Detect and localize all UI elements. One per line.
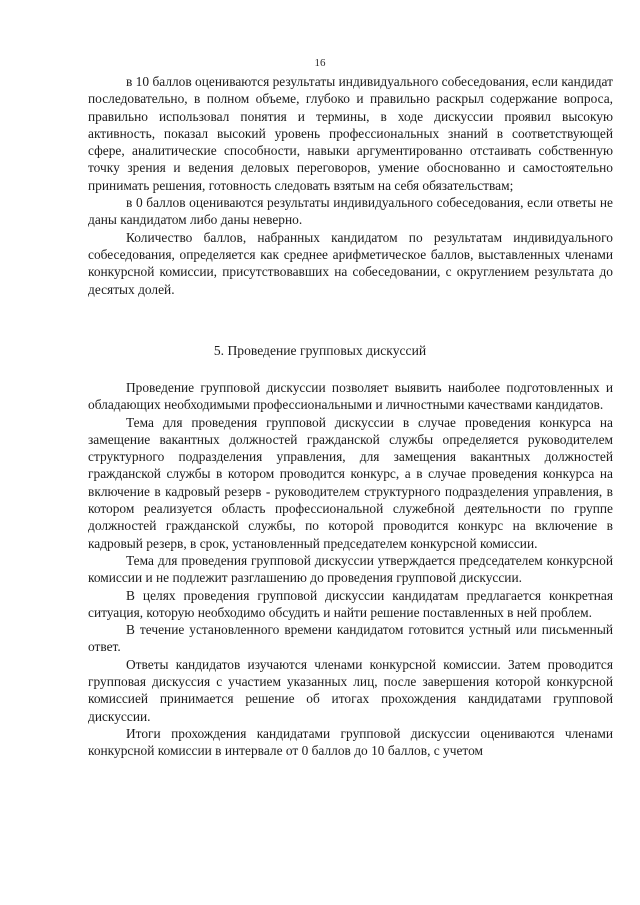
paragraph-answers-review: Ответы кандидатов изучаются членами конкурсной комиссии. Затем проводится групповая дискуссия с участием указанных лиц, после завершения которой конкурсной комиссией принимается решение об итогах прохождения кандидатами групповой дискуссии. [88,656,613,724]
page-number: 16 [314,57,326,69]
paragraph-results-evaluation: Итоги прохождения кандидатами групповой дискуссии оцениваются членами конкурсной комиссии в интервале от 0 баллов до 10 баллов, с учетом [88,725,613,759]
group-discussion-text [88,379,613,760]
paragraph-answer-preparation: В течение установленного времени кандидатом готовится устный или письменный ответ. [88,622,613,655]
paragraph-topic-approval: Тема для проведения групповой дискуссии утверждается председателем конкурсной комиссии и не подлежит разглашению до проведения групповой дискуссии. [88,552,613,586]
interview-scoring-text [88,73,613,298]
paragraph-discussion-purpose: Проведение групповой дискуссии позволяет выявить наиболее подготовленных и обладающих необходимыми профессиональными и личностными качествами кандидатов. [88,380,613,413]
paragraph-ten-points: в 10 баллов оцениваются результаты индивидуального собеседования, если кандидат последовательно, в полном объеме, глубоко и правильно раскрыл содержание вопроса, правильно использовал понятия и термины, в ходе дискуссии проявил высокую активность, показал высокий уровень профессиональных знаний в соответствующей сфере, аналитические способности, навыки аргументированно отстаивать собственную точку зрения и ведения деловых переговоров, умение обоснованно и самостоятельно принимать решения, готовность следовать взятым на себя обязательствам; [88,74,613,193]
paragraph-zero-points: в 0 баллов оцениваются результаты индивидуального собеседования, если ответы не даны кандидатом либо даны неверно. [88,195,613,228]
paragraph-score-calculation: Количество баллов, набранных кандидатом по результатам индивидуального собеседования, определяется как среднее арифметическое баллов, выставленных членами конкурсной комиссии, присутствовавших на собеседовании, с округлением результата до десятых долей. [88,229,613,297]
paragraph-situation: В целях проведения групповой дискуссии кандидатам предлагается конкретная ситуация, которую необходимо обсудить и найти решение поставленных в ней проблем. [88,587,613,620]
paragraph-discussion-topic: Тема для проведения групповой дискуссии в случае проведения конкурса на замещение вакантных должностей гражданской службы определяется руководителем структурного подразделения управления, для замещения вакантных должностей гражданской службы в котором проводится конкурс, а в случае проведения конкурса на включение в кадровый резерв - руководителем структурного подразделения управления, в котором реализуется область профессиональной служебной деятельности по группе должностей гражданской службы, по которой проводится конкурс на включение в кадровый резерв, в срок, установленный председателем конкурсной комиссии. [88,414,613,551]
section-heading: 5. Проведение групповых дискуссий [213,343,427,358]
